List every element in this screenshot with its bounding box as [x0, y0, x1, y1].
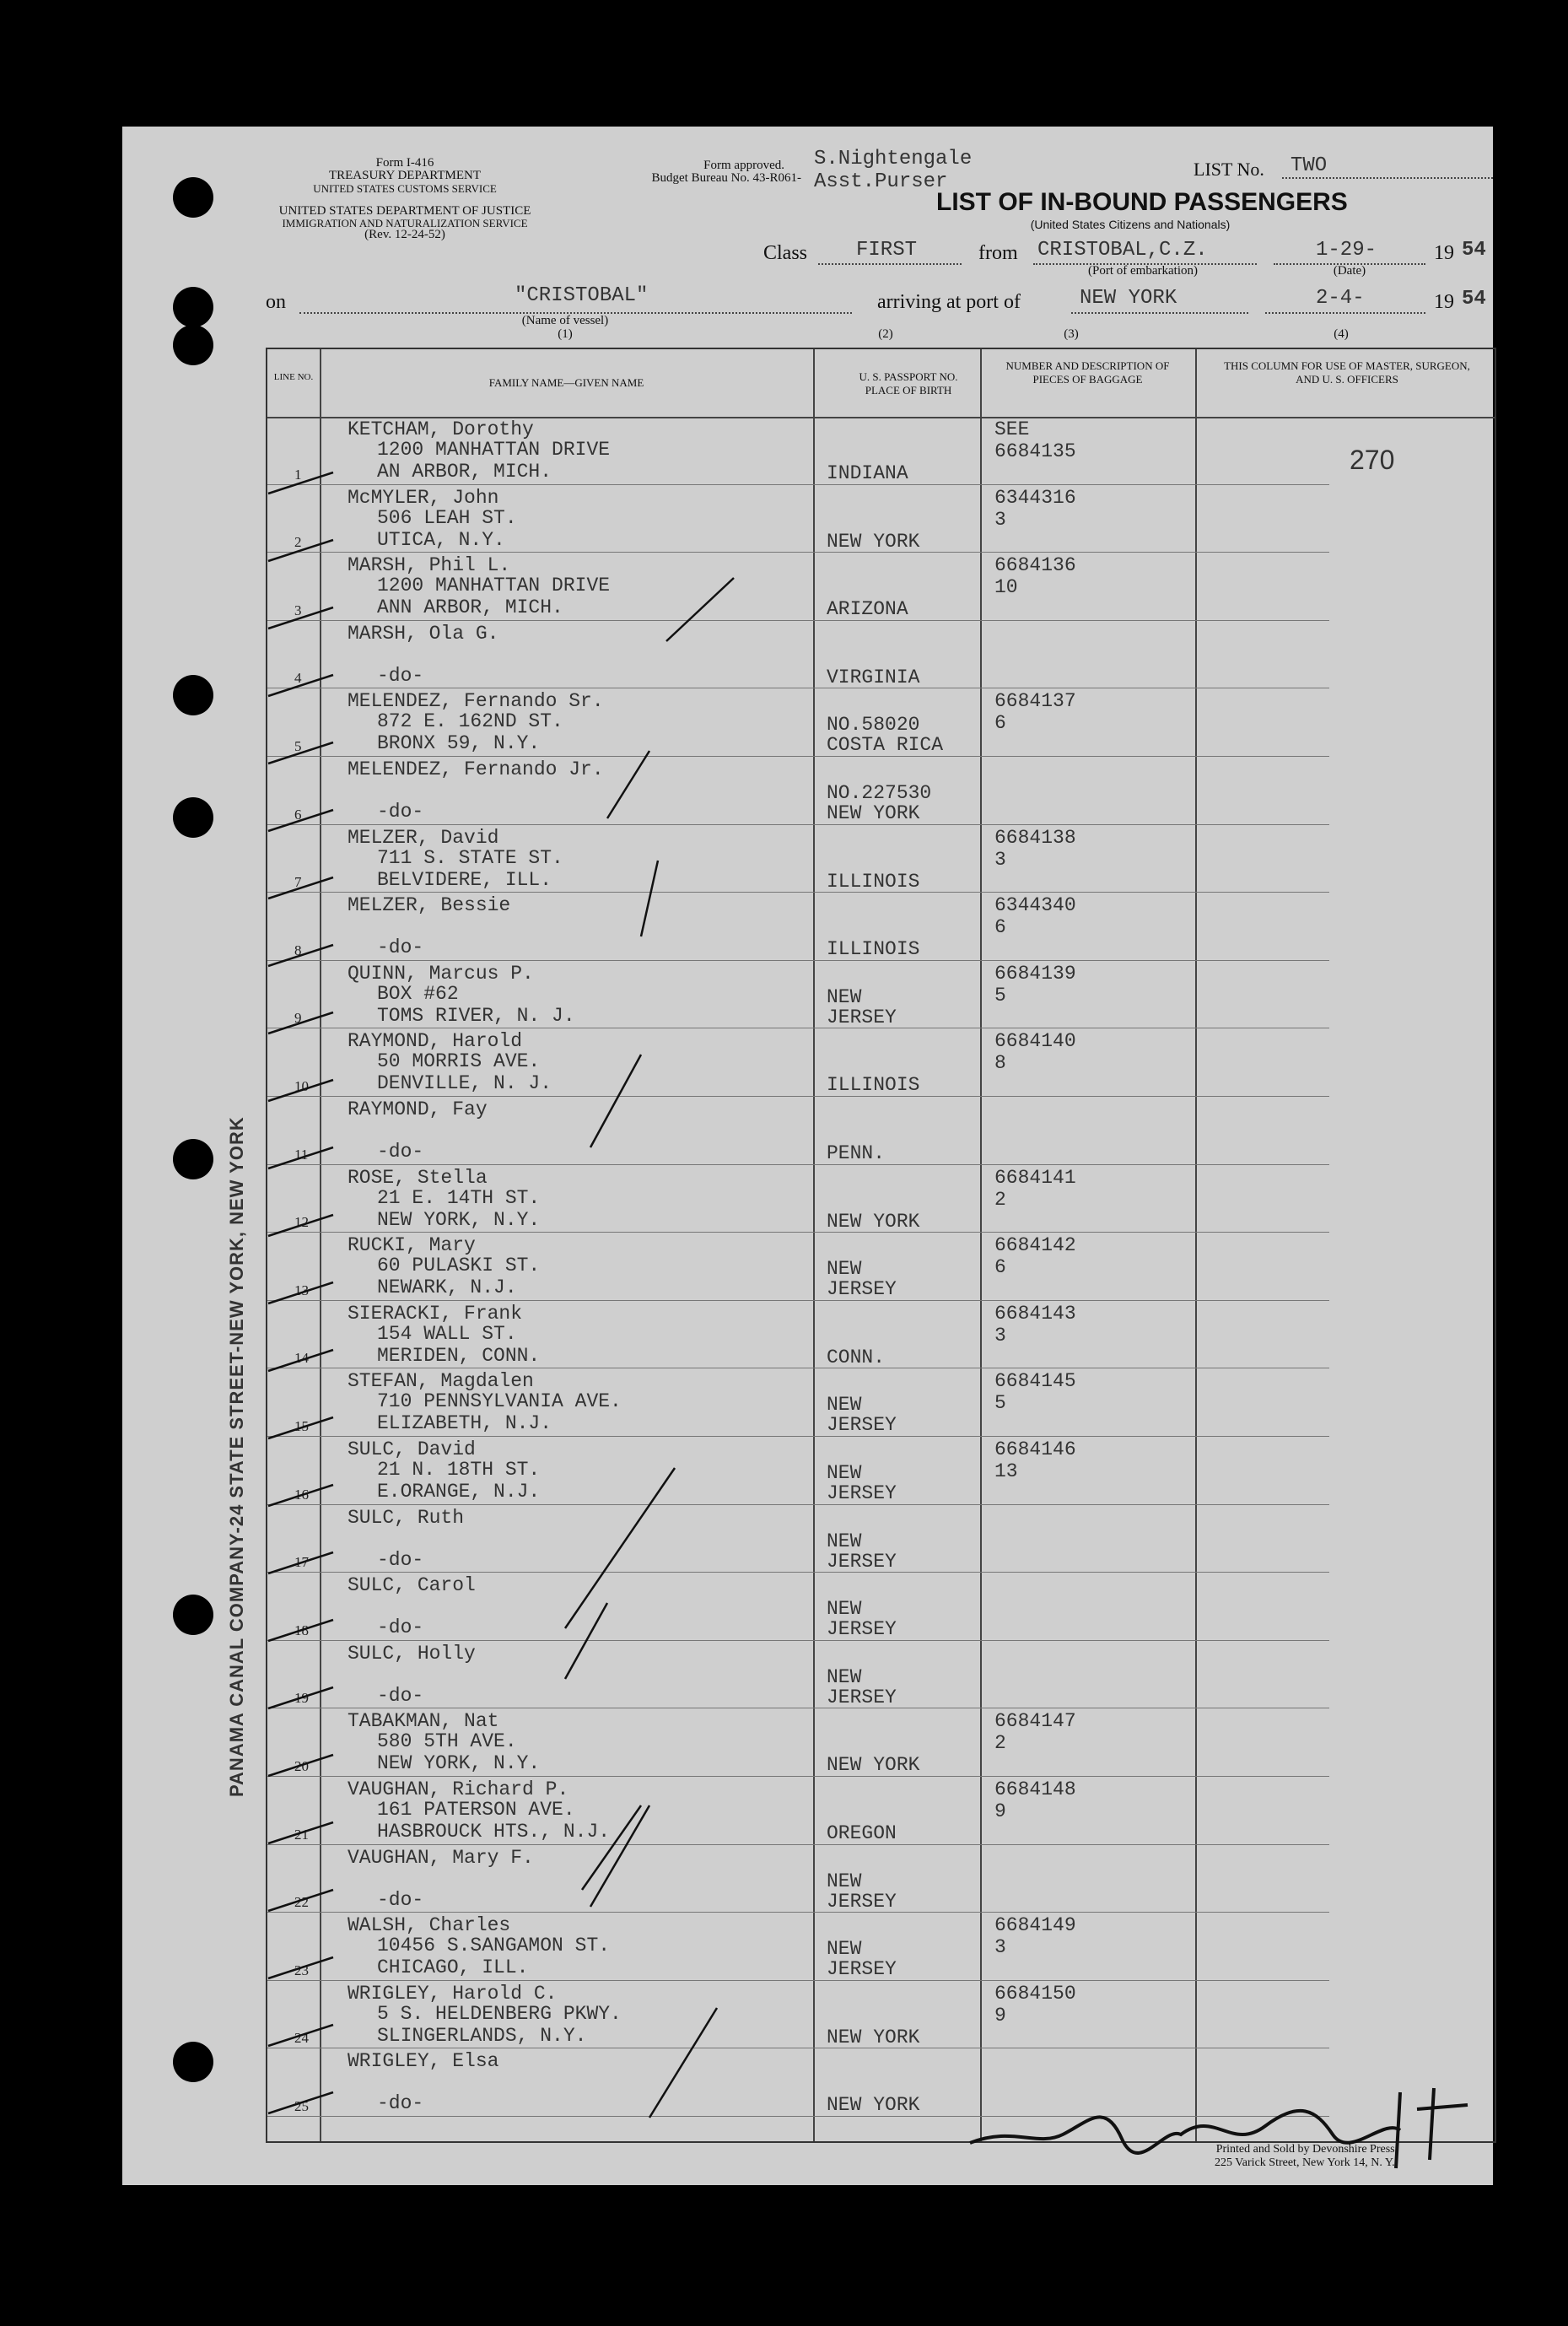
- stamp-number: 270: [1350, 445, 1395, 475]
- passport-or-birthplace-2: JERSEY: [827, 1278, 897, 1301]
- passenger-name: QUINN, Marcus P.: [348, 962, 534, 985]
- address-line-2: DENVILLE, N. J.: [377, 1072, 552, 1095]
- address-line-2: NEW YORK, N.Y.: [377, 1752, 541, 1775]
- baggage-line-2: 10: [994, 576, 1018, 599]
- line-number: 16: [294, 1486, 309, 1503]
- line-number: 5: [294, 737, 302, 754]
- column-num-3: (3): [1064, 327, 1079, 341]
- passenger-name: SULC, David: [348, 1438, 476, 1460]
- line-number: 1: [294, 466, 302, 483]
- table-row: [267, 1845, 1495, 1913]
- table-row: [267, 1233, 1495, 1301]
- address-line-1: 580 5TH AVE.: [377, 1730, 517, 1753]
- date-caption: (Date): [1333, 264, 1366, 278]
- column-num-1: (1): [558, 327, 573, 341]
- header-line-no: LINE NO.: [273, 372, 314, 382]
- arrival-date-line: [1265, 312, 1425, 314]
- address-line-2: NEW YORK, N.Y.: [377, 1208, 541, 1231]
- baggage-line-1: 6684139: [994, 962, 1076, 985]
- address-line-2: MERIDEN, CONN.: [377, 1344, 541, 1367]
- from-label: from: [978, 242, 1018, 264]
- year-value: 54: [1462, 239, 1486, 262]
- address-line-1: 711 S. STATE ST.: [377, 846, 563, 869]
- passenger-name: McMYLER, John: [348, 486, 499, 509]
- baggage-line-2: 3: [994, 508, 1006, 531]
- ins-service: IMMIGRATION AND NATURALIZATION SERVICE: [282, 217, 528, 229]
- baggage-line-2: 6684135: [994, 440, 1076, 462]
- year-value-2: 54: [1462, 288, 1486, 310]
- passport-or-birthplace-2: INDIANA: [827, 462, 908, 484]
- punch-hole: [173, 1595, 213, 1635]
- baggage-line-1: 6684146: [994, 1438, 1076, 1460]
- column-num-4: (4): [1334, 327, 1349, 341]
- table-row: [267, 1981, 1495, 2049]
- passport-or-birthplace-1: NEW: [827, 1938, 862, 1961]
- line-number: 2: [294, 534, 302, 551]
- address-line-2: ELIZABETH, N.J.: [377, 1412, 552, 1435]
- printer-line-2: 225 Varick Street, New York 14, N. Y.: [1215, 2156, 1395, 2169]
- line-number: 24: [294, 2030, 309, 2047]
- baggage-line-1: 6684140: [994, 1030, 1076, 1053]
- passenger-name: WRIGLEY, Harold C.: [348, 1982, 558, 2005]
- address-line-1: 710 PENNSYLVANIA AVE.: [377, 1390, 622, 1413]
- address-line-2: BELVIDERE, ILL.: [377, 868, 552, 891]
- purser-title: Asst.Purser: [814, 170, 948, 193]
- address-line-1: BOX #62: [377, 982, 459, 1005]
- passport-or-birthplace-1: NEW: [827, 1258, 862, 1281]
- class-label: Class: [763, 242, 808, 264]
- vessel-caption: (Name of vessel): [521, 314, 609, 327]
- list-no-label: LIST No.: [1194, 159, 1264, 180]
- table-row: [267, 825, 1495, 893]
- address-line-2: TOMS RIVER, N. J.: [377, 1004, 575, 1027]
- passport-or-birthplace-2: JERSEY: [827, 1890, 897, 1913]
- address-line-1: 21 N. 18TH ST.: [377, 1459, 541, 1481]
- header-officers: THIS COLUMN FOR USE OF MASTER, SURGEON, AND U. S. OFFICERS: [1224, 359, 1470, 386]
- address-line-2: AN ARBOR, MICH.: [377, 461, 552, 483]
- header-passport: U. S. PASSPORT NO. PLACE OF BIRTH: [859, 370, 958, 397]
- passenger-name: SULC, Holly: [348, 1642, 476, 1665]
- class-value: FIRST: [856, 239, 918, 262]
- form-approved: Form approved.: [703, 159, 784, 172]
- passport-or-birthplace-1: NEW: [827, 1462, 862, 1484]
- baggage-line-1: 6684137: [994, 690, 1076, 713]
- address-line-2: CHICAGO, ILL.: [377, 1956, 529, 1979]
- vessel-name: "CRISTOBAL": [515, 284, 649, 307]
- baggage-line-1: 6684149: [994, 1914, 1076, 1937]
- baggage-line-1: 6684141: [994, 1166, 1076, 1189]
- passport-or-birthplace-1: NEW: [827, 1665, 862, 1688]
- budget-bureau: Budget Bureau No. 43-R061-: [651, 171, 801, 185]
- address-line-2: -do-: [377, 2092, 424, 2115]
- baggage-line-1: 6684136: [994, 554, 1076, 577]
- baggage-line-2: 2: [994, 1732, 1006, 1755]
- passenger-name: WALSH, Charles: [348, 1914, 511, 1937]
- list-no-value: TWO: [1291, 154, 1328, 177]
- address-line-1: 5 S. HELDENBERG PKWY.: [377, 2002, 622, 2025]
- line-number: 9: [294, 1010, 302, 1027]
- passport-or-birthplace-2: OREGON: [827, 1822, 897, 1844]
- address-line-2: UTICA, N.Y.: [377, 528, 505, 551]
- list-no-line: [1282, 177, 1493, 179]
- baggage-line-2: 3: [994, 1936, 1006, 1959]
- passenger-name: VAUGHAN, Richard P.: [348, 1778, 569, 1800]
- passport-or-birthplace-1: NEW: [827, 1870, 862, 1892]
- passport-or-birthplace-2: JERSEY: [827, 1686, 897, 1708]
- embark-date: 1-29-: [1316, 239, 1377, 262]
- page-title: LIST OF IN-BOUND PASSENGERS: [936, 188, 1348, 216]
- address-line-1: 10456 S.SANGAMON ST.: [377, 1935, 611, 1957]
- passenger-name: KETCHAM, Dorothy: [348, 418, 534, 440]
- baggage-line-1: 6684145: [994, 1370, 1076, 1393]
- header-baggage: NUMBER AND DESCRIPTION OF PIECES OF BAGGAGE: [1005, 359, 1170, 386]
- punch-hole: [173, 675, 213, 715]
- passport-or-birthplace-2: NEW YORK: [827, 530, 920, 553]
- address-line-2: SLINGERLANDS, N.Y.: [377, 2024, 587, 2047]
- table-row: [267, 1641, 1495, 1709]
- address-line-2: -do-: [377, 664, 424, 687]
- address-line-1: 506 LEAH ST.: [377, 506, 517, 529]
- baggage-line-1: 6684150: [994, 1982, 1076, 2005]
- passenger-name: STEFAN, Magdalen: [348, 1370, 534, 1393]
- line-number: 11: [294, 1146, 309, 1163]
- embarkation-caption: (Port of embarkation): [1088, 264, 1198, 278]
- line-number: 12: [294, 1214, 309, 1231]
- page-subtitle: (United States Citizens and Nationals): [1030, 218, 1231, 231]
- address-line-1: 50 MORRIS AVE.: [377, 1050, 541, 1073]
- department-justice: UNITED STATES DEPARTMENT OF JUSTICE: [278, 204, 531, 218]
- baggage-line-2: 6: [994, 712, 1006, 735]
- line-number: 15: [294, 1417, 309, 1434]
- passport-or-birthplace-2: NEW YORK: [827, 1210, 920, 1233]
- address-line-2: NEWARK, N.J.: [377, 1276, 517, 1299]
- passport-or-birthplace-2: VIRGINIA: [827, 666, 920, 688]
- signature: [962, 2075, 1501, 2194]
- baggage-line-1: 6344340: [994, 894, 1076, 917]
- address-line-2: -do-: [377, 1616, 424, 1639]
- line-number: 17: [294, 1554, 309, 1571]
- passenger-name: WRIGLEY, Elsa: [348, 2050, 499, 2073]
- line-number: 22: [294, 1894, 309, 1911]
- baggage-line-2: 13: [994, 1460, 1018, 1482]
- on-label: on: [266, 291, 286, 313]
- address-line-2: -do-: [377, 1684, 424, 1707]
- baggage-line-1: 6684148: [994, 1778, 1076, 1800]
- table-row: [267, 1028, 1495, 1097]
- passport-or-birthplace-2: CONN.: [827, 1346, 886, 1368]
- passport-or-birthplace-2: NEW YORK: [827, 802, 920, 824]
- line-number: 4: [294, 670, 302, 687]
- passenger-name: RAYMOND, Fay: [348, 1098, 488, 1120]
- arrival-port-line: [1071, 312, 1248, 314]
- arrival-date: 2-4-: [1316, 287, 1365, 310]
- passport-or-birthplace-2: NEW YORK: [827, 1754, 920, 1777]
- passport-or-birthplace-1: NEW: [827, 1394, 862, 1417]
- printer-line-1: Printed and Sold by Devonshire Press: [1215, 2143, 1395, 2156]
- side-imprint: PANAMA CANAL COMPANY-24 STATE STREET-NEW YORK, NEW YORK: [226, 1116, 247, 1797]
- table-row: [267, 621, 1495, 689]
- address-line-2: -do-: [377, 936, 424, 959]
- table-row: [267, 1777, 1495, 1845]
- passport-or-birthplace-2: JERSEY: [827, 1958, 897, 1981]
- baggage-line-2: 5: [994, 984, 1006, 1006]
- passenger-name: MARSH, Ola G.: [348, 622, 499, 645]
- punch-hole: [173, 2042, 213, 2082]
- passport-or-birthplace-1: NEW: [827, 1530, 862, 1552]
- line-number: 10: [294, 1077, 309, 1094]
- class-line: [818, 263, 962, 265]
- line-number: 25: [294, 2097, 309, 2114]
- passport-or-birthplace-2: PENN.: [827, 1142, 886, 1164]
- address-line-1: 1200 MANHATTAN DRIVE: [377, 575, 611, 597]
- passenger-table: [266, 348, 1496, 2143]
- baggage-line-2: 3: [994, 848, 1006, 871]
- passenger-name: ROSE, Stella: [348, 1166, 488, 1189]
- line-number: 19: [294, 1690, 309, 1707]
- address-line-2: -do-: [377, 1141, 424, 1163]
- baggage-line-1: 6344316: [994, 486, 1076, 509]
- passenger-name: RUCKI, Mary: [348, 1234, 476, 1257]
- address-line-1: 21 E. 14TH ST.: [377, 1186, 541, 1209]
- address-line-2: HASBROUCK HTS., N.J.: [377, 1821, 611, 1843]
- passenger-name: SULC, Carol: [348, 1574, 476, 1597]
- table-row: [267, 1913, 1495, 1981]
- baggage-line-2: 9: [994, 2004, 1006, 2026]
- passenger-name: MELZER, Bessie: [348, 894, 511, 917]
- passport-or-birthplace-2: JERSEY: [827, 1550, 897, 1573]
- department-treasury: TREASURY DEPARTMENT: [328, 169, 482, 182]
- passport-or-birthplace-2: ILLINOIS: [827, 870, 920, 893]
- passenger-name: MELENDEZ, Fernando Jr.: [348, 758, 604, 780]
- punch-hole: [173, 177, 213, 218]
- baggage-line-1: 6684143: [994, 1302, 1076, 1325]
- passport-or-birthplace-2: JERSEY: [827, 1618, 897, 1641]
- line-number: 18: [294, 1622, 309, 1638]
- passport-or-birthplace-2: ARIZONA: [827, 598, 908, 621]
- passport-or-birthplace-2: JERSEY: [827, 1414, 897, 1437]
- table-row: [267, 1708, 1495, 1777]
- baggage-line-2: 3: [994, 1324, 1006, 1346]
- customs-service: UNITED STATES CUSTOMS SERVICE: [313, 182, 497, 195]
- line-number: 20: [294, 1757, 309, 1774]
- passport-or-birthplace-1: NO.227530: [827, 782, 932, 804]
- column-num-2: (2): [878, 327, 893, 341]
- table-row: [267, 961, 1495, 1029]
- table-row: [267, 417, 1495, 485]
- passport-or-birthplace-2: JERSEY: [827, 1482, 897, 1504]
- line-number: 23: [294, 1962, 309, 1978]
- baggage-line-1: 6684142: [994, 1234, 1076, 1257]
- passport-or-birthplace-2: NEW YORK: [827, 2094, 920, 2117]
- passenger-name: VAUGHAN, Mary F.: [348, 1846, 534, 1869]
- arrival-port: NEW YORK: [1080, 287, 1177, 310]
- passport-or-birthplace-2: NEW YORK: [827, 2026, 920, 2048]
- table-row: [267, 757, 1495, 825]
- form-number: Form I-416: [375, 156, 434, 170]
- table-row: [267, 688, 1495, 757]
- baggage-line-2: 6: [994, 1256, 1006, 1279]
- address-line-2: BRONX 59, N.Y.: [377, 732, 541, 755]
- year-prefix: 19: [1434, 242, 1454, 264]
- passport-or-birthplace-2: JERSEY: [827, 1006, 897, 1028]
- table-row: [267, 1437, 1495, 1505]
- address-line-1: 1200 MANHATTAN DRIVE: [377, 439, 611, 461]
- passport-or-birthplace-2: ILLINOIS: [827, 938, 920, 961]
- passenger-name: MELZER, David: [348, 826, 499, 849]
- address-line-1: 872 E. 162ND ST.: [377, 710, 563, 733]
- line-number: 13: [294, 1282, 309, 1298]
- revision: (Rev. 12-24-52): [364, 228, 445, 241]
- line-number: 6: [294, 806, 302, 823]
- passenger-name: MELENDEZ, Fernando Sr.: [348, 690, 604, 713]
- table-row: [267, 1573, 1495, 1641]
- passenger-name: SIERACKI, Frank: [348, 1302, 523, 1325]
- baggage-line-2: 2: [994, 1188, 1006, 1211]
- baggage-line-2: 6: [994, 916, 1006, 939]
- header-name: FAMILY NAME—GIVEN NAME: [488, 376, 644, 389]
- arriving-label: arriving at port of: [877, 291, 1021, 313]
- embarkation-port: CRISTOBAL,C.Z.: [1037, 239, 1208, 262]
- baggage-line-2: 9: [994, 1800, 1006, 1822]
- line-number: 3: [294, 602, 302, 618]
- passport-or-birthplace-1: NEW: [827, 1598, 862, 1621]
- baggage-line-1: 6684138: [994, 826, 1076, 849]
- table-row: [267, 553, 1495, 621]
- punch-hole: [173, 1139, 213, 1179]
- table-row: [267, 1165, 1495, 1233]
- punch-hole: [173, 797, 213, 838]
- year-prefix-2: 19: [1434, 291, 1454, 313]
- table-row: [267, 485, 1495, 553]
- address-line-2: -do-: [377, 1888, 424, 1911]
- address-line-2: E.ORANGE, N.J.: [377, 1481, 541, 1503]
- passport-or-birthplace-2: COSTA RICA: [827, 734, 944, 757]
- passport-or-birthplace-2: ILLINOIS: [827, 1074, 920, 1097]
- passenger-name: RAYMOND, Harold: [348, 1030, 523, 1053]
- table-row: [267, 1097, 1495, 1165]
- address-line-1: 154 WALL ST.: [377, 1322, 517, 1345]
- passenger-name: MARSH, Phil L.: [348, 554, 511, 577]
- purser-name: S.Nightengale: [814, 148, 973, 170]
- line-number: 21: [294, 1826, 309, 1843]
- table-row: [267, 1505, 1495, 1573]
- line-number: 8: [294, 942, 302, 958]
- address-line-2: -do-: [377, 801, 424, 823]
- address-line-1: 161 PATERSON AVE.: [377, 1799, 575, 1821]
- passport-or-birthplace-1: NO.58020: [827, 714, 920, 737]
- table-row: [267, 1301, 1495, 1369]
- passenger-name: TABAKMAN, Nat: [348, 1710, 499, 1733]
- printer-imprint: [1215, 2143, 1395, 2170]
- baggage-line-1: 6684147: [994, 1710, 1076, 1733]
- punch-hole: [173, 287, 213, 327]
- baggage-line-2: 5: [994, 1392, 1006, 1415]
- punch-hole: [173, 325, 213, 365]
- line-number: 14: [294, 1350, 309, 1367]
- baggage-line-1: SEE: [994, 418, 1030, 440]
- address-line-2: ANN ARBOR, MICH.: [377, 596, 563, 619]
- table-row: [267, 893, 1495, 961]
- baggage-line-2: 8: [994, 1052, 1006, 1075]
- passenger-name: SULC, Ruth: [348, 1506, 465, 1529]
- address-line-1: 60 PULASKI ST.: [377, 1255, 541, 1277]
- passport-or-birthplace-1: NEW: [827, 985, 862, 1008]
- address-line-2: -do-: [377, 1548, 424, 1571]
- line-number: 7: [294, 874, 302, 891]
- table-row: [267, 1368, 1495, 1437]
